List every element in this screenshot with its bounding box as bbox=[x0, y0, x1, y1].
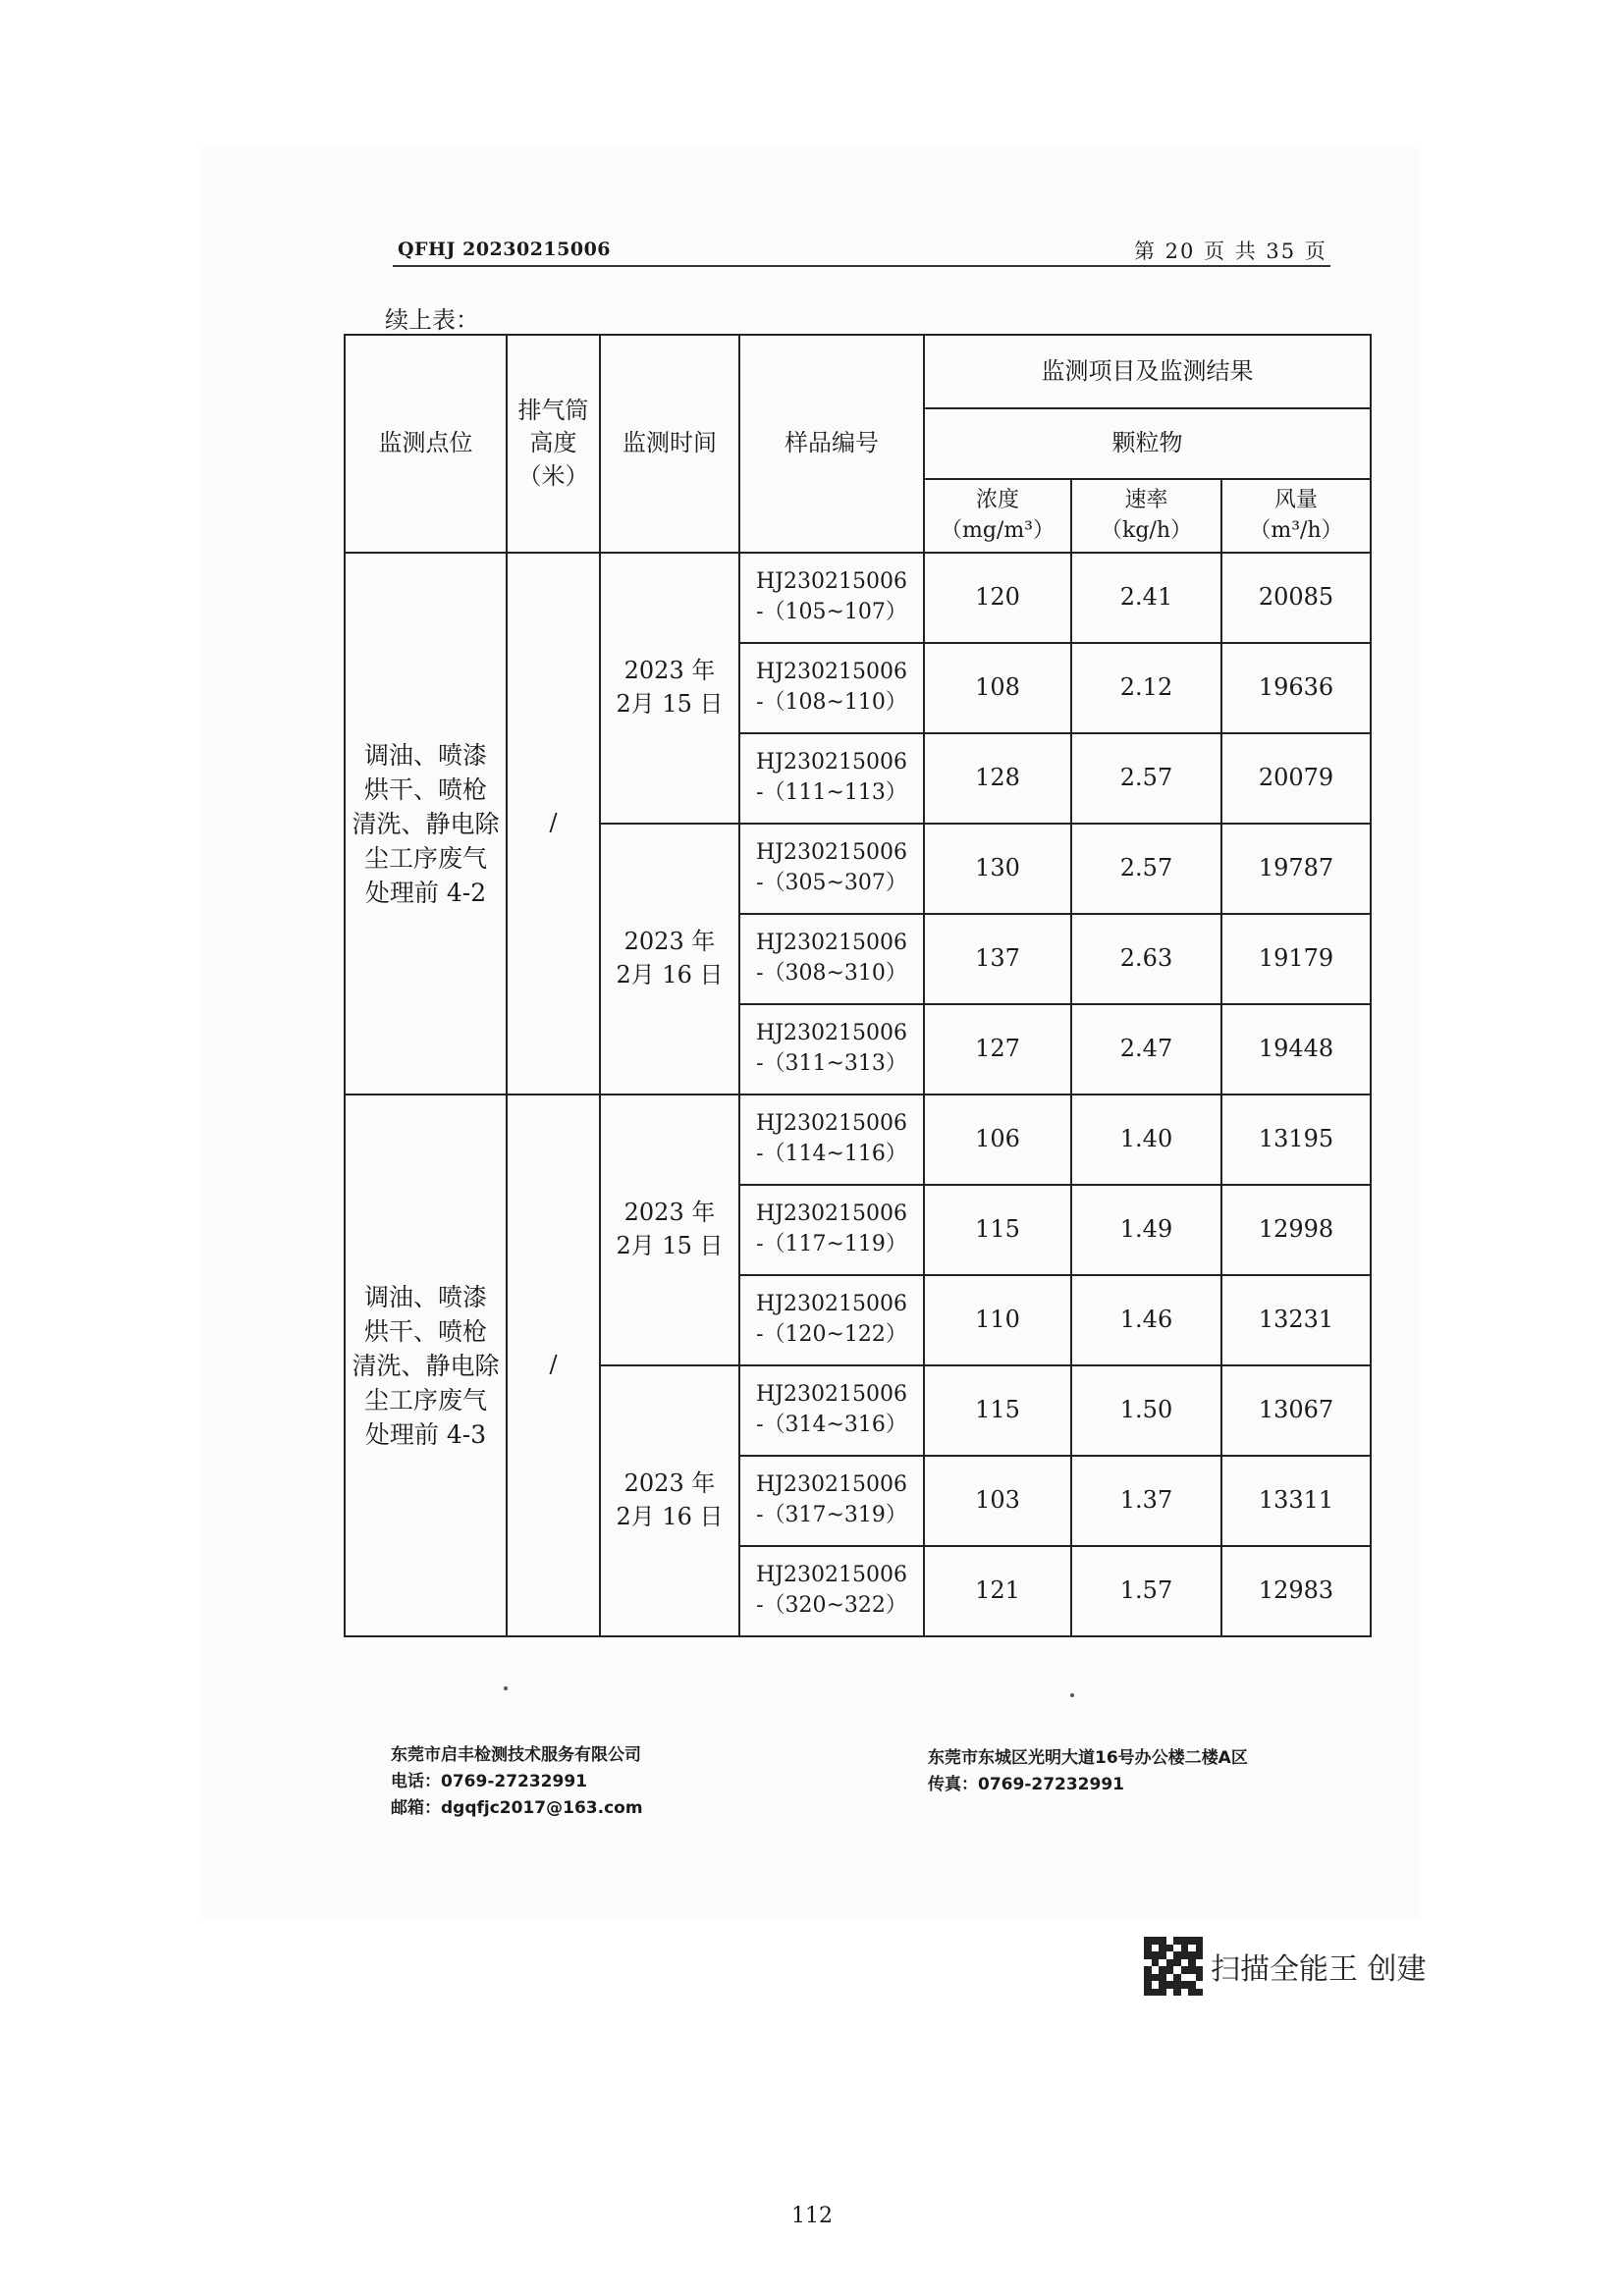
scan-speck bbox=[1070, 1693, 1074, 1697]
rate-cell: 2.63 bbox=[1071, 914, 1221, 1004]
concentration-cell: 120 bbox=[924, 553, 1071, 643]
stack-height-cell: / bbox=[507, 1095, 600, 1636]
rate-cell: 1.37 bbox=[1071, 1456, 1221, 1546]
airflow-cell: 19179 bbox=[1221, 914, 1371, 1004]
rate-cell: 1.49 bbox=[1071, 1185, 1221, 1275]
sample-id-cell: HJ230215006 -（314~316） bbox=[739, 1365, 924, 1456]
sample-id-cell: HJ230215006 -（117~119） bbox=[739, 1185, 924, 1275]
concentration-cell: 137 bbox=[924, 914, 1071, 1004]
table-row bbox=[345, 553, 1371, 643]
header-rate: 速率 （kg/h） bbox=[1071, 479, 1221, 553]
airflow-cell: 12998 bbox=[1221, 1185, 1371, 1275]
footer-address: 东莞市东城区光明大道16号办公楼二楼A区 bbox=[928, 1748, 1248, 1768]
continued-label: 续上表： bbox=[385, 306, 479, 334]
scan-speck bbox=[504, 1686, 508, 1690]
rate-cell: 1.46 bbox=[1071, 1275, 1221, 1365]
airflow-cell: 13067 bbox=[1221, 1365, 1371, 1456]
airflow-cell: 12983 bbox=[1221, 1546, 1371, 1636]
date-cell: 2023 年 2月 16 日 bbox=[600, 1365, 739, 1636]
rate-cell: 2.57 bbox=[1071, 733, 1221, 824]
sample-id-cell: HJ230215006 -（317~319） bbox=[739, 1456, 924, 1546]
airflow-cell: 13311 bbox=[1221, 1456, 1371, 1546]
rate-cell: 2.41 bbox=[1071, 553, 1221, 643]
sample-id-cell: HJ230215006 -（305~307） bbox=[739, 824, 924, 914]
sample-id-cell: HJ230215006 -（105~107） bbox=[739, 553, 924, 643]
date-cell: 2023 年 2月 15 日 bbox=[600, 1095, 739, 1365]
header-divider bbox=[393, 265, 1330, 267]
concentration-cell: 103 bbox=[924, 1456, 1071, 1546]
sample-id-cell: HJ230215006 -（108~110） bbox=[739, 643, 924, 733]
airflow-cell: 20079 bbox=[1221, 733, 1371, 824]
page-info: 第 20 页 共 35 页 bbox=[1134, 240, 1327, 263]
sample-id-cell: HJ230215006 -（320~322） bbox=[739, 1546, 924, 1636]
airflow-cell: 19636 bbox=[1221, 643, 1371, 733]
concentration-cell: 115 bbox=[924, 1185, 1071, 1275]
airflow-cell: 19787 bbox=[1221, 824, 1371, 914]
airflow-cell: 20085 bbox=[1221, 553, 1371, 643]
concentration-cell: 115 bbox=[924, 1365, 1071, 1456]
concentration-cell: 130 bbox=[924, 824, 1071, 914]
date-cell: 2023 年 2月 15 日 bbox=[600, 553, 739, 824]
header-particulate: 颗粒物 bbox=[924, 408, 1371, 479]
footer-address-block bbox=[928, 1745, 1248, 1798]
sample-id-cell: HJ230215006 -（311~313） bbox=[739, 1004, 924, 1095]
header-airflow: 风量 （m³/h） bbox=[1221, 479, 1371, 553]
airflow-cell: 19448 bbox=[1221, 1004, 1371, 1095]
scanner-watermark bbox=[1144, 1937, 1427, 1996]
footer-fax: 传真：0769-27232991 bbox=[928, 1775, 1124, 1794]
rate-cell: 1.40 bbox=[1071, 1095, 1221, 1185]
header-location: 监测点位 bbox=[345, 335, 507, 553]
header-stack-height: 排气筒 高度 （米） bbox=[507, 335, 600, 553]
sample-id-cell: HJ230215006 -（308~310） bbox=[739, 914, 924, 1004]
rate-cell: 2.57 bbox=[1071, 824, 1221, 914]
header-sample: 样品编号 bbox=[739, 335, 924, 553]
airflow-cell: 13195 bbox=[1221, 1095, 1371, 1185]
location-cell: 调油、喷漆 烘干、喷枪 清洗、静电除 尘工序废气 处理前 4-2 bbox=[345, 553, 507, 1095]
rate-cell: 1.57 bbox=[1071, 1546, 1221, 1636]
watermark-text: 扫描全能王 创建 bbox=[1211, 1952, 1427, 1987]
rate-cell: 1.50 bbox=[1071, 1365, 1221, 1456]
footer-company: 东莞市启丰检测技术服务有限公司 bbox=[391, 1745, 641, 1765]
concentration-cell: 127 bbox=[924, 1004, 1071, 1095]
sample-id-cell: HJ230215006 -（111~113） bbox=[739, 733, 924, 824]
footer-phone: 电话：0769-27232991 bbox=[391, 1772, 587, 1791]
sample-id-cell: HJ230215006 -（120~122） bbox=[739, 1275, 924, 1365]
concentration-cell: 106 bbox=[924, 1095, 1071, 1185]
concentration-cell: 128 bbox=[924, 733, 1071, 824]
airflow-cell: 13231 bbox=[1221, 1275, 1371, 1365]
rate-cell: 2.47 bbox=[1071, 1004, 1221, 1095]
qr-code-icon bbox=[1144, 1937, 1203, 1996]
monitoring-results-table bbox=[344, 334, 1372, 1637]
sample-id-cell: HJ230215006 -（114~116） bbox=[739, 1095, 924, 1185]
table-row bbox=[345, 1095, 1371, 1185]
rate-cell: 2.12 bbox=[1071, 643, 1221, 733]
header-time: 监测时间 bbox=[600, 335, 739, 553]
location-cell: 调油、喷漆 烘干、喷枪 清洗、静电除 尘工序废气 处理前 4-3 bbox=[345, 1095, 507, 1636]
concentration-cell: 108 bbox=[924, 643, 1071, 733]
header-items-results: 监测项目及监测结果 bbox=[924, 335, 1371, 408]
date-cell: 2023 年 2月 16 日 bbox=[600, 824, 739, 1095]
page-number: 112 bbox=[791, 2204, 833, 2228]
footer-contact bbox=[391, 1742, 643, 1822]
footer-email: 邮箱：dgqfjc2017@163.com bbox=[391, 1798, 643, 1818]
stack-height-cell: / bbox=[507, 553, 600, 1095]
report-number: QFHJ 20230215006 bbox=[398, 239, 612, 260]
concentration-cell: 121 bbox=[924, 1546, 1071, 1636]
header-concentration: 浓度 （mg/m³） bbox=[924, 479, 1071, 553]
concentration-cell: 110 bbox=[924, 1275, 1071, 1365]
